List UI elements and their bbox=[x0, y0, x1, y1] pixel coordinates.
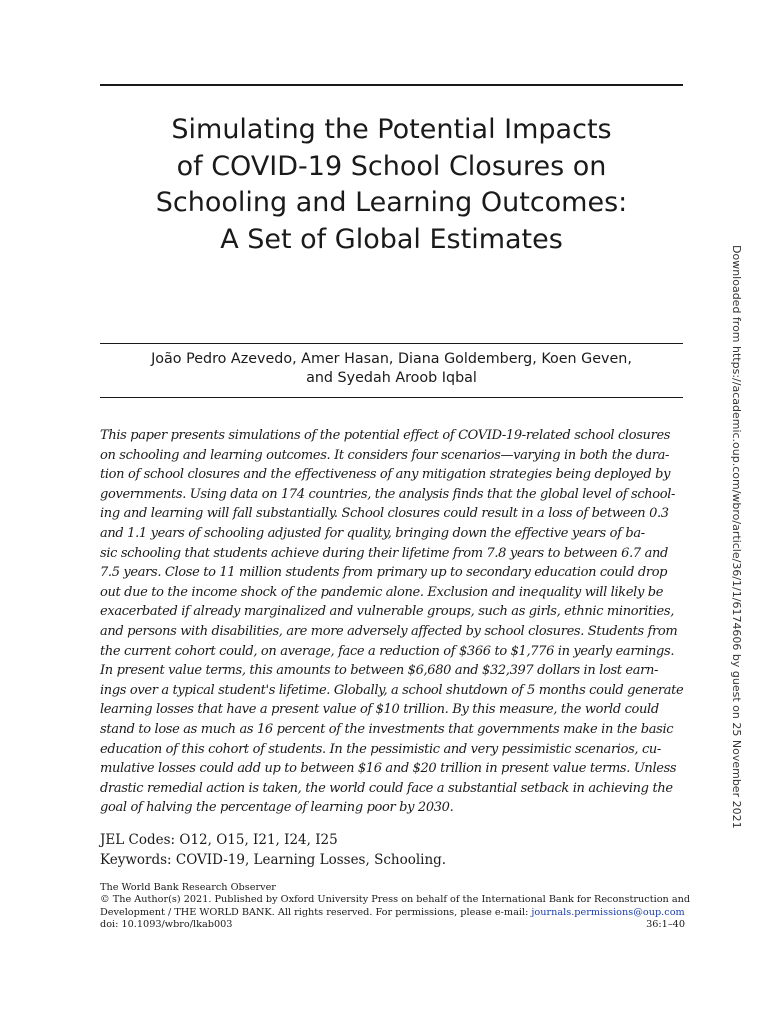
doi[interactable]: doi: 10.1093/wbro/lkab003 bbox=[100, 919, 233, 931]
author-line: and Syedah Aroob Iqbal bbox=[306, 370, 477, 386]
abstract bbox=[100, 426, 690, 818]
abstract-line: and persons with disabilities, are more adversely affected by school closures. Students from bbox=[100, 623, 678, 639]
abstract-line: education of this cohort of students. In the pessimistic and very pessimistic scenarios, cu- bbox=[100, 741, 661, 757]
author-line: João Pedro Azevedo, Amer Hasan, Diana Goldemberg, Koen Geven, bbox=[151, 351, 632, 367]
abstract-line: the current cohort could, on average, face a reduction of $366 to $1,776 in yearly earnings. bbox=[100, 643, 675, 659]
abstract-line: stand to lose as much as 16 percent of the investments that governments make in the basic bbox=[100, 721, 674, 737]
abstract-line: on schooling and learning outcomes. It considers four scenarios—varying in both the dura- bbox=[100, 447, 670, 463]
permissions-text: Development / THE WORLD BANK. All rights reserved. For permissions, please e-mail: bbox=[100, 906, 532, 918]
journal-name: The World Bank Research Observer bbox=[100, 882, 276, 893]
abstract-line: governments. Using data on 174 countries, the analysis finds that the global level of school- bbox=[100, 486, 676, 502]
jel-codes: JEL Codes: O12, O15, I21, I24, I25 bbox=[100, 832, 338, 848]
abstract-line: 7.5 years. Close to 11 million students from primary up to secondary education could drop bbox=[100, 565, 668, 581]
title-line: A Set of Global Estimates bbox=[220, 223, 563, 255]
permissions-email-link[interactable]: journals.permissions@oup.com bbox=[531, 906, 685, 918]
copyright-line: © The Author(s) 2021. Published by Oxford University Press on behalf of the International Bank for Reconstruction and bbox=[100, 894, 691, 906]
title-line: Simulating the Potential Impacts bbox=[171, 114, 612, 145]
abstract-line: out due to the income shock of the pandemic alone. Exclusion and inequality will likely be bbox=[100, 584, 664, 600]
abstract-line: mulative losses could add up to between $16 and $20 trillion in present value terms. Unless bbox=[100, 761, 677, 777]
abstract-line: and 1.1 years of schooling adjusted for quality, bringing down the effective years of ba- bbox=[100, 525, 645, 541]
abstract-line: drastic remedial action is taken, the world could face a substantial setback in achieving the bbox=[100, 780, 673, 796]
title-line: of COVID-19 School Closures on bbox=[176, 150, 607, 182]
abstract-line: learning losses that have a present value of $10 trillion. By this measure, the world could bbox=[100, 702, 659, 718]
abstract-line: sic schooling that students achieve during their lifetime from 7.8 years to between 6.7 and bbox=[100, 545, 668, 561]
abstract-line: This paper presents simulations of the potential effect of COVID-19-related school closures bbox=[100, 428, 671, 443]
abstract-line: exacerbated if already marginalized and vulnerable groups, such as girls, ethnic minorities, bbox=[100, 604, 675, 620]
top-rule bbox=[100, 84, 683, 86]
abstract-line: ings over a typical student's lifetime. Globally, a school shutdown of 5 months could generate bbox=[100, 682, 684, 698]
author-list bbox=[100, 350, 683, 388]
abstract-line: ing and learning will fall substantially. School closures could result in a loss of between 0.3 bbox=[100, 506, 669, 522]
paper-title bbox=[100, 112, 683, 258]
abstract-line: In present value terms, this amounts to between $6,680 and $32,397 dollars in lost earn- bbox=[100, 663, 659, 679]
authors-top-rule bbox=[100, 343, 683, 344]
title-line: Schooling and Learning Outcomes: bbox=[155, 187, 628, 218]
abstract-line: goal of halving the percentage of learning poor by 2030. bbox=[100, 800, 454, 816]
keywords: Keywords: COVID-19, Learning Losses, Schooling. bbox=[100, 852, 447, 868]
permissions-line bbox=[100, 907, 685, 919]
download-watermark: Downloaded from https://academic.oup.com/wbro/article/36/1/1/6174606 by guest on 25 November 2021 bbox=[730, 245, 743, 829]
authors-bottom-rule bbox=[100, 397, 683, 398]
page-range: 36:1–40 bbox=[646, 919, 685, 931]
abstract-line: tion of school closures and the effectiveness of any mitigation strategies being deployed by bbox=[100, 467, 671, 483]
footer bbox=[100, 882, 691, 932]
